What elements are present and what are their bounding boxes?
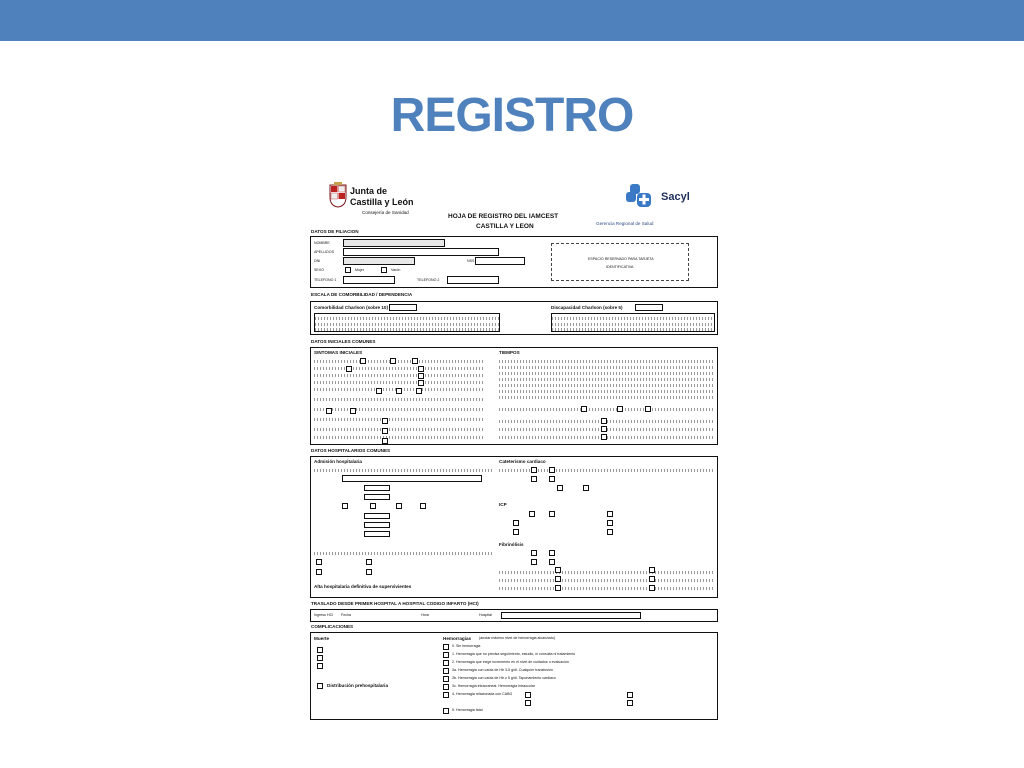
telefono2-input[interactable] <box>447 276 499 284</box>
comorbilidad-label: Comorbilidad Charlson (sobre 10) <box>314 305 389 310</box>
hemorragia-item-1: 1. Hemorragia que no precisa seguimiento, estudio, ni consulta ni tratamiento <box>452 652 576 656</box>
traslado-fecha-label: Fecha <box>341 613 351 617</box>
sintomas-head: SINTOMAS INICIALES <box>314 350 363 355</box>
field-label-telefono1: TELEFONO 1 <box>314 278 337 282</box>
hemorragia-item-2: 2. Hemorragia que exige incremento en el nivel de cuidados o evaluación <box>452 660 569 664</box>
sexo-mujer-label: Mujer <box>355 268 364 272</box>
logo-junta-line1: Junta de <box>350 186 388 196</box>
sexo-varon-label: Varón <box>391 268 401 272</box>
section-escala <box>310 301 718 335</box>
muerte-label: Muerte <box>314 636 330 641</box>
section-traslado <box>310 609 718 622</box>
field-label-telefono2: TELEFONO 2 <box>417 278 440 282</box>
cateterismo-head: Cateterismo cardiaco <box>499 459 546 464</box>
discapacidad-input[interactable] <box>635 304 663 311</box>
section-hospital-title: DATOS HOSPITALARIOS COMUNES <box>311 448 391 453</box>
hospital-input[interactable] <box>342 475 482 482</box>
dni-input[interactable] <box>343 257 415 265</box>
field-label-apellidos: APELLIDOS <box>314 250 334 254</box>
section-filiacion <box>310 236 718 288</box>
logo-sacyl-sub: Gerencia Regional de Salud <box>596 221 654 226</box>
discapacidad-grid <box>551 313 715 332</box>
comorbilidad-input[interactable] <box>389 304 417 311</box>
hemorragias-label: Hemorragias <box>443 636 472 641</box>
traslado-hospital-label: Hospital <box>479 613 492 617</box>
hemorragia-item-0: 0. Sin hemorragia <box>452 644 481 648</box>
section-escala-title: ESCALA DE COMORBILIDAD / DEPENDENCIA <box>311 292 413 297</box>
traslado-hora-label: Hora <box>421 613 429 617</box>
comorbilidad-grid <box>314 313 500 332</box>
admision-block <box>314 467 492 593</box>
tarjeta-line2: IDENTIFICATIVA <box>606 265 634 269</box>
hemorragia-item-5: 3c. Hemorragia intracraneal. Hemorragia intraocular <box>452 684 535 688</box>
tarjeta-area <box>551 243 689 281</box>
nss-input[interactable] <box>475 257 525 265</box>
coat-of-arms-icon <box>329 182 347 208</box>
field-label-dni: DNI <box>314 259 321 263</box>
section-traslado-title: TRASLADO DESDE PRIMER HOSPITAL A HOSPITAL CODIGO INFARTO (HCI) <box>311 601 479 606</box>
field-label-nombre: NOMBRE <box>314 241 330 245</box>
section-complicaciones-title: COMPLICACIONES <box>311 624 354 629</box>
hemorragia-item-7: 5. Hemorragia fatal <box>452 708 483 712</box>
sintomas-block <box>314 358 484 440</box>
admision-head: Admisión hospitalaria <box>314 459 362 464</box>
sexo-varon-checkbox[interactable] <box>381 267 387 273</box>
apellidos-input[interactable] <box>343 248 499 256</box>
alta-label: Alta hospitalaria definitiva de supervivientes <box>314 584 412 589</box>
field-label-nss: NSS <box>467 259 475 263</box>
section-complicaciones <box>310 632 718 720</box>
hemorragias-note: (anotar máximo nivel de hemorragia alcanzado) <box>479 636 556 640</box>
section-prehospital <box>310 347 718 445</box>
fibrinolisis-head: Fibrinólisis <box>499 542 524 547</box>
sacyl-logo-icon <box>625 183 659 209</box>
traslado-hospital-input[interactable] <box>501 612 641 619</box>
sexo-mujer-checkbox[interactable] <box>345 267 351 273</box>
telefono1-input[interactable] <box>343 276 395 284</box>
field-label-sexo: SEXO <box>314 268 324 272</box>
title-bar <box>0 0 1024 41</box>
section-prehospital-title: DATOS INICIALES COMUNES <box>311 339 376 344</box>
nombre-input[interactable] <box>343 239 445 247</box>
hemorragia-item-4: 3b. Hemorragia con caída de Hb ≥ 5 g/dl. Taponamiento cardiaco <box>452 676 556 680</box>
logo-sacyl: Sacyl <box>661 191 690 203</box>
distribucion-label: Distribución prehospitalaria <box>327 683 389 688</box>
slide-title: REGISTRO <box>390 89 634 142</box>
cateterismo-block <box>499 467 715 593</box>
registration-form-image <box>306 176 724 726</box>
traslado-ingreso-label: Ingreso HCI <box>314 613 334 617</box>
section-filiacion-title: DATOS DE FILIACION <box>311 229 359 234</box>
tarjeta-line1: ESPACIO RESERVADO PARA TARJETA <box>588 257 654 261</box>
tiempos-head: TIEMPOS <box>499 350 520 355</box>
discapacidad-label: Discapacidad Charlson (sobre 5) <box>551 305 623 310</box>
icp-head: ICP <box>499 502 507 507</box>
logo-junta-line2: Castilla y León <box>350 197 414 207</box>
form-title-line1: HOJA DE REGISTRO DEL IAMCEST <box>448 213 559 220</box>
hemorragia-item-6: 4. Hemorragia relacionada con CABG <box>452 692 513 696</box>
hemorragia-item-3: 3a. Hemorragia con caída de Hb 3-5 g/dl. Cualquier transfusión <box>452 668 553 672</box>
logo-junta-sub: Consejería de Sanidad <box>362 210 409 215</box>
section-hospital <box>310 456 718 598</box>
form-title-line2: CASTILLA Y LEON <box>476 223 534 230</box>
tiempos-block <box>499 358 715 440</box>
